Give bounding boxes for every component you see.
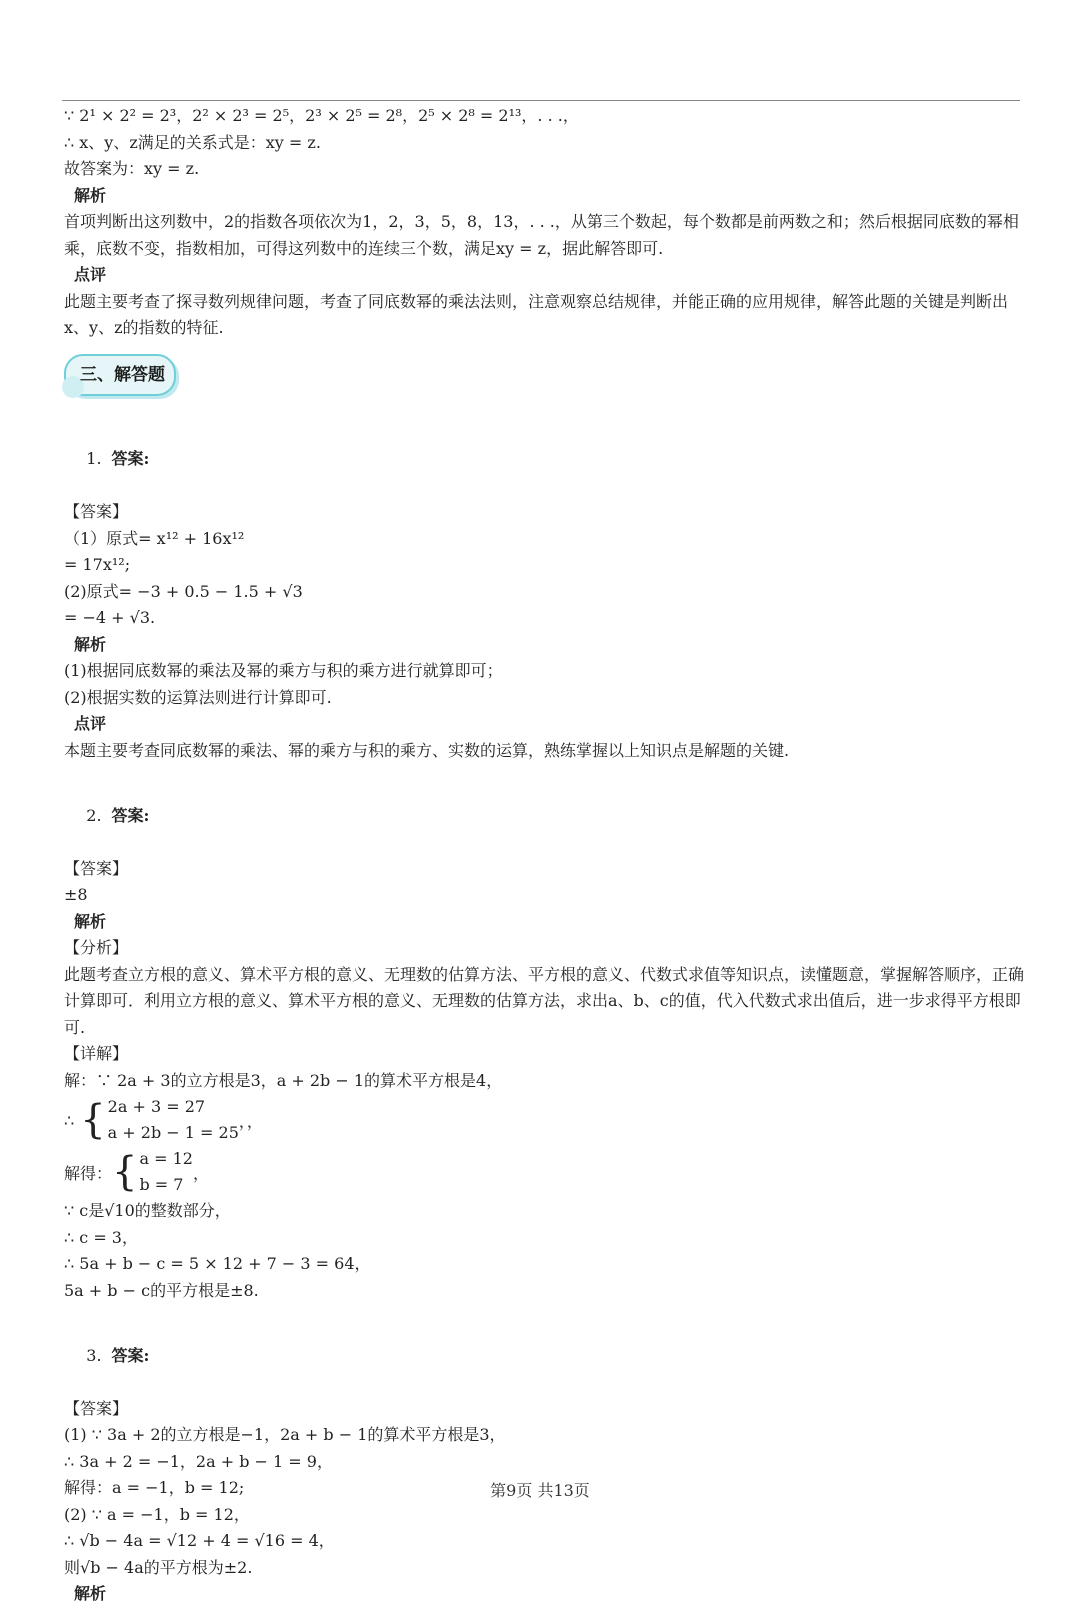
math-line: 5a + b − c的平方根是±8.: [64, 1280, 259, 1300]
math-line: 解得：a = −1，b = 12;: [64, 1478, 245, 1497]
brace-icon: {: [112, 1149, 138, 1195]
math-line: = 17x¹²;: [64, 555, 131, 574]
question-number: 1.: [86, 449, 102, 468]
math-line: ∴ c = 3，: [64, 1227, 138, 1247]
question-3-header: [64, 1316, 1024, 1396]
question-head: 答案:: [111, 1345, 150, 1365]
document-body: [64, 103, 1024, 1608]
answer-tag: 【答案】: [64, 1398, 129, 1418]
math-line: ∵ 2¹ × 2² = 2³，2² × 2³ = 2⁵，2³ × 2⁵ = 2⁸，2⁵ × 2⁸ = 2¹³，. . .，: [64, 106, 579, 125]
math-line: （1）原式= x¹² + 16x¹²: [64, 528, 245, 548]
header-rule: [62, 100, 1020, 101]
system-lines: [139, 1146, 192, 1198]
page-footer: 第9页 共13页: [490, 1481, 590, 1500]
math-line: 解：∵ 2a + 3的立方根是3，a + 2b − 1的算术平方根是4，: [64, 1070, 503, 1090]
xiangjie-tag: 【详解】: [64, 1044, 129, 1063]
comment-text: 本题主要考查同底数幂的乘法、幂的乘方与积的乘方、实数的运算，熟练掌握以上知识点是解题的关键.: [64, 740, 790, 760]
system-suffix: ，，: [238, 1111, 263, 1131]
analysis-line: (1)根据同底数幂的乘法及幂的乘方与积的乘方进行就算即可；: [64, 661, 503, 680]
analysis-label: 解析: [74, 634, 107, 654]
comment-label: 点评: [74, 265, 107, 284]
math-line: 则√b − 4a的平方根为±2.: [64, 1557, 253, 1577]
system-line: 2a + 3 = 27: [107, 1097, 206, 1116]
answer-value: ±8: [64, 885, 88, 904]
question-head: 答案:: [111, 449, 150, 468]
answer-tag: 【答案】: [64, 858, 129, 878]
question-number: 3.: [86, 1345, 102, 1365]
solve-label: 解得：: [64, 1163, 113, 1183]
system-line: a + 2b − 1 = 25: [107, 1123, 239, 1142]
math-line: ∴ 3a + 2 = −1，2a + b − 1 = 9，: [64, 1451, 333, 1471]
math-line: (2) ∵ a = −1，b = 12，: [64, 1504, 250, 1524]
question-head: 答案:: [111, 805, 150, 825]
analysis-text: 首项判断出这列数中，2的指数各项依次为1，2，3，5，8，13，. . .，从第三个数起，每个数都是前两数之和；然后根据同底数的幂相乘，底数不变，指数相加，可得这列数中的连续三个数，满足xy = z，据此解答即可.: [64, 212, 1019, 258]
section-title: 三、解答题: [80, 364, 165, 385]
equation-system-1: [64, 1094, 1024, 1146]
math-line: 故答案为：xy = z.: [64, 159, 200, 178]
answer-tag: 【答案】: [64, 502, 129, 521]
math-line: ∵ c是√10的整数部分，: [64, 1201, 231, 1220]
analysis-label: 解析: [74, 911, 107, 931]
analysis-line: (2)根据实数的运算法则进行计算即可.: [64, 687, 332, 707]
analysis-label: 解析: [74, 1584, 107, 1603]
system-lines: [108, 1094, 239, 1146]
analysis-label: 解析: [74, 185, 107, 205]
question-2-header: [64, 776, 1024, 856]
question-number: 2.: [86, 805, 102, 825]
comment-text: 此题主要考查了探寻数列规律问题，考查了同底数幂的乘法法则，注意观察总结规律，并能正确的应用规律，解答此题的关键是判断出x、y、z的指数的特征.: [64, 291, 1009, 337]
system-line: b = 7: [139, 1175, 184, 1194]
math-line: (1) ∵ 3a + 2的立方根是−1，2a + b − 1的算术平方根是3，: [64, 1425, 506, 1444]
math-line: (2)原式= −3 + 0.5 − 1.5 + √3: [64, 581, 303, 601]
equation-system-2: [64, 1146, 1024, 1198]
fenxi-tag: 【分析】: [64, 938, 129, 957]
question-1-header: [64, 420, 1024, 500]
math-line: ∴ x、y、z满足的关系式是：xy = z.: [64, 132, 321, 152]
fenxi-text: 此题考查立方根的意义、算术平方根的意义、无理数的估算方法、平方根的意义、代数式求值等知识点，读懂题意，掌握解答顺序，正确计算即可．利用立方根的意义、算术平方根的意义、无理数的估算方法，求出a、b、c的值，代入代数式求出值后，进一步求得平方根即可.: [64, 964, 1025, 1037]
system-suffix: ，: [192, 1163, 209, 1183]
system-line: a = 12: [139, 1149, 193, 1168]
math-line: ∴ √b − 4a = √12 + 4 = √16 = 4，: [64, 1531, 335, 1550]
section-badge: [64, 354, 176, 396]
section-header: [64, 346, 1024, 408]
math-line: ∴ 5a + b − c = 5 × 12 + 7 − 3 = 64，: [64, 1254, 371, 1273]
therefore-symbol: ∴: [64, 1110, 75, 1130]
brace-icon: {: [80, 1097, 106, 1143]
comment-label: 点评: [74, 714, 107, 733]
math-line: = −4 + √3.: [64, 608, 156, 627]
